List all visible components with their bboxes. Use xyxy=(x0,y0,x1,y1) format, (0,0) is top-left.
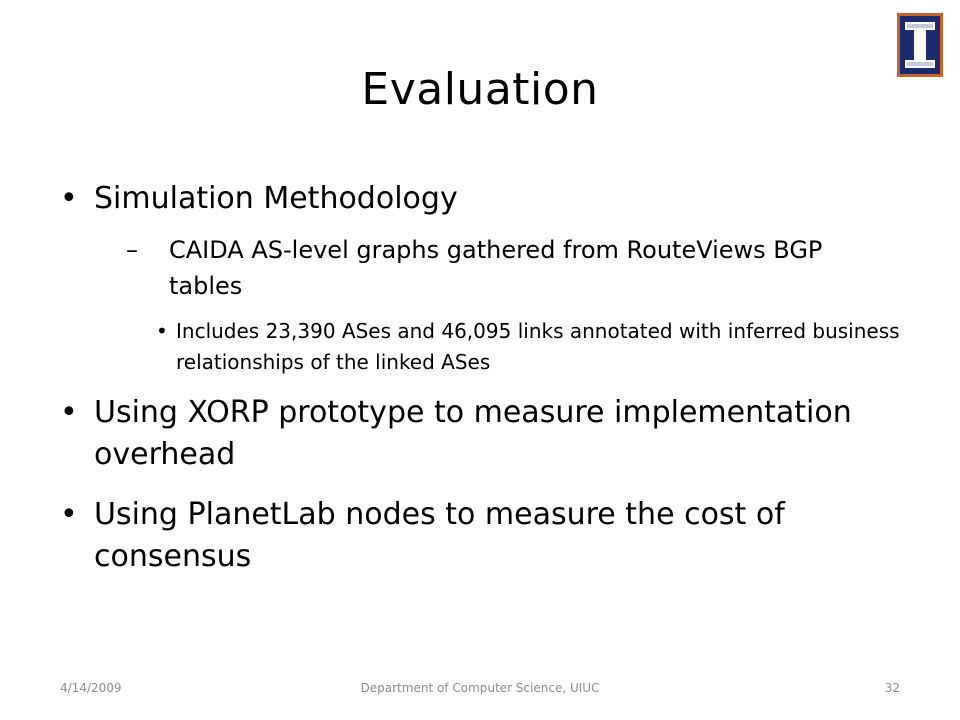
sub-sub-bullet-ases-links xyxy=(156,316,900,378)
university-i-logo-icon xyxy=(897,13,943,77)
sub-bullet-caida-graphs xyxy=(126,232,900,304)
bullet-text: Using PlanetLab nodes to measure the cost of consensus xyxy=(94,497,785,574)
sub-sub-bullet-text: Includes 23,390 ASes and 46,095 links annotated with inferred business relationships of the linked ASes xyxy=(176,319,900,374)
bullet-text: Using XORP prototype to measure implementation overhead xyxy=(94,395,852,472)
footer-date: 4/14/2009 xyxy=(60,681,122,695)
dash-icon: – xyxy=(126,236,138,264)
bullet-dot-icon: • xyxy=(156,319,168,343)
bullet-xorp-prototype xyxy=(60,392,900,476)
bullet-simulation-methodology xyxy=(60,178,900,220)
slide-content xyxy=(60,178,900,578)
footer-department: Department of Computer Science, UIUC xyxy=(360,681,600,695)
bullet-text: Simulation Methodology xyxy=(94,181,458,216)
bullet-dot-icon: • xyxy=(60,497,78,532)
bullet-dot-icon: • xyxy=(60,395,78,430)
bullet-dot-icon: • xyxy=(60,181,78,216)
slide-title: Evaluation xyxy=(361,64,599,115)
footer-page-number: 32 xyxy=(884,681,900,695)
bullet-planetlab-nodes xyxy=(60,494,900,578)
sub-bullet-text: CAIDA AS-level graphs gathered from RouteViews BGP tables xyxy=(169,236,823,300)
